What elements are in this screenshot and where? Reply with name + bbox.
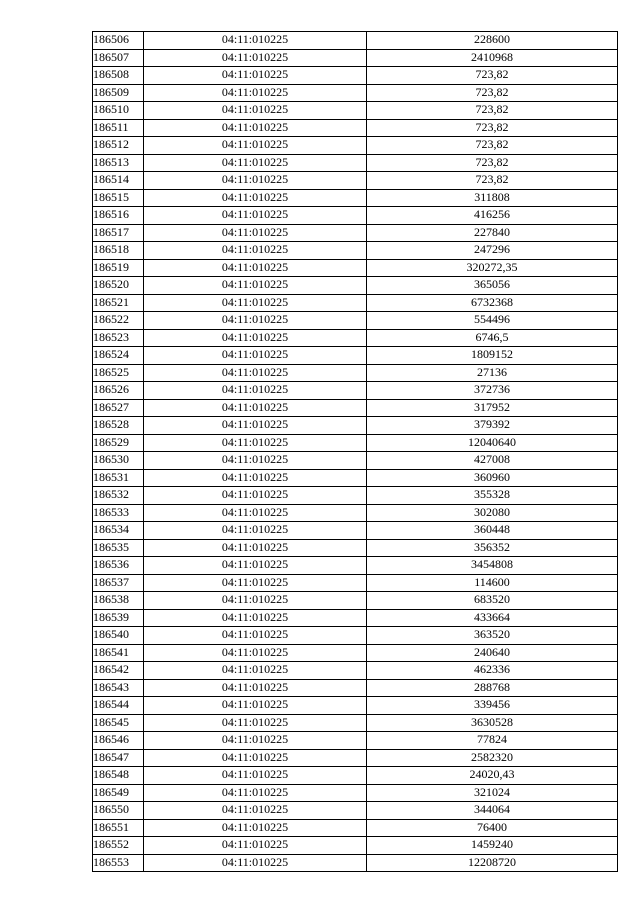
- table-row: [93, 767, 618, 785]
- row-id-cell: 186547: [93, 749, 144, 767]
- row-id-cell: 186530: [93, 452, 144, 470]
- cadastral-number-cell: 04:11:010225: [144, 487, 367, 505]
- row-id-cell: 186518: [93, 242, 144, 260]
- cadastral-number-cell: 04:11:010225: [144, 592, 367, 610]
- table-row: [93, 347, 618, 365]
- row-id-cell: 186517: [93, 224, 144, 242]
- cadastral-number-cell: 04:11:010225: [144, 732, 367, 750]
- value-cell: 723,82: [367, 67, 618, 85]
- cadastral-number-cell: 04:11:010225: [144, 504, 367, 522]
- table-row: [93, 557, 618, 575]
- cadastral-number-cell: 04:11:010225: [144, 609, 367, 627]
- cadastral-number-cell: 04:11:010225: [144, 574, 367, 592]
- row-id-cell: 186525: [93, 364, 144, 382]
- value-cell: 433664: [367, 609, 618, 627]
- table-row: [93, 732, 618, 750]
- value-cell: 114600: [367, 574, 618, 592]
- value-cell: 24020,43: [367, 767, 618, 785]
- table-row: [93, 539, 618, 557]
- value-cell: 372736: [367, 382, 618, 400]
- table-row: [93, 67, 618, 85]
- value-cell: 3630528: [367, 714, 618, 732]
- row-id-cell: 186512: [93, 137, 144, 155]
- table-row: [93, 294, 618, 312]
- row-id-cell: 186516: [93, 207, 144, 225]
- value-cell: 723,82: [367, 119, 618, 137]
- row-id-cell: 186523: [93, 329, 144, 347]
- cadastral-number-cell: 04:11:010225: [144, 32, 367, 50]
- value-cell: 363520: [367, 627, 618, 645]
- cadastral-number-cell: 04:11:010225: [144, 469, 367, 487]
- value-cell: 379392: [367, 417, 618, 435]
- table-row: [93, 504, 618, 522]
- row-id-cell: 186542: [93, 662, 144, 680]
- table-row: [93, 522, 618, 540]
- value-cell: 554496: [367, 312, 618, 330]
- cadastral-number-cell: 04:11:010225: [144, 49, 367, 67]
- row-id-cell: 186526: [93, 382, 144, 400]
- row-id-cell: 186522: [93, 312, 144, 330]
- value-cell: 321024: [367, 784, 618, 802]
- cadastral-number-cell: 04:11:010225: [144, 312, 367, 330]
- table-row: [93, 172, 618, 190]
- table-row: [93, 802, 618, 820]
- table-row: [93, 784, 618, 802]
- table-row: [93, 382, 618, 400]
- table-row: [93, 854, 618, 872]
- value-cell: 247296: [367, 242, 618, 260]
- value-cell: 1809152: [367, 347, 618, 365]
- cadastral-number-cell: 04:11:010225: [144, 119, 367, 137]
- table-row: [93, 154, 618, 172]
- cadastral-number-cell: 04:11:010225: [144, 697, 367, 715]
- table-row: [93, 329, 618, 347]
- value-cell: 6732368: [367, 294, 618, 312]
- value-cell: 12208720: [367, 854, 618, 872]
- row-id-cell: 186515: [93, 189, 144, 207]
- cadastral-number-cell: 04:11:010225: [144, 802, 367, 820]
- table-row: [93, 627, 618, 645]
- cadastral-number-cell: 04:11:010225: [144, 452, 367, 470]
- value-cell: 2582320: [367, 749, 618, 767]
- value-cell: 683520: [367, 592, 618, 610]
- row-id-cell: 186548: [93, 767, 144, 785]
- value-cell: 356352: [367, 539, 618, 557]
- cadastral-number-cell: 04:11:010225: [144, 767, 367, 785]
- table-row: [93, 714, 618, 732]
- row-id-cell: 186538: [93, 592, 144, 610]
- table-row: [93, 662, 618, 680]
- table-row: [93, 137, 618, 155]
- row-id-cell: 186513: [93, 154, 144, 172]
- value-cell: 360960: [367, 469, 618, 487]
- value-cell: 355328: [367, 487, 618, 505]
- value-cell: 311808: [367, 189, 618, 207]
- row-id-cell: 186529: [93, 434, 144, 452]
- value-cell: 288768: [367, 679, 618, 697]
- value-cell: 723,82: [367, 84, 618, 102]
- cadastral-number-cell: 04:11:010225: [144, 207, 367, 225]
- value-cell: 723,82: [367, 172, 618, 190]
- cadastral-number-cell: 04:11:010225: [144, 329, 367, 347]
- cadastral-number-cell: 04:11:010225: [144, 84, 367, 102]
- cadastral-number-cell: 04:11:010225: [144, 382, 367, 400]
- value-cell: 320272,35: [367, 259, 618, 277]
- table-row: [93, 32, 618, 50]
- table-row: [93, 417, 618, 435]
- cadastral-number-cell: 04:11:010225: [144, 539, 367, 557]
- table-row: [93, 679, 618, 697]
- value-cell: 76400: [367, 819, 618, 837]
- table-row: [93, 399, 618, 417]
- cadastral-number-cell: 04:11:010225: [144, 67, 367, 85]
- cadastral-number-cell: 04:11:010225: [144, 417, 367, 435]
- row-id-cell: 186527: [93, 399, 144, 417]
- row-id-cell: 186533: [93, 504, 144, 522]
- row-id-cell: 186551: [93, 819, 144, 837]
- cadastral-number-cell: 04:11:010225: [144, 557, 367, 575]
- cadastral-number-cell: 04:11:010225: [144, 224, 367, 242]
- row-id-cell: 186509: [93, 84, 144, 102]
- table-row: [93, 242, 618, 260]
- value-cell: 227840: [367, 224, 618, 242]
- cadastral-number-cell: 04:11:010225: [144, 242, 367, 260]
- cadastral-number-cell: 04:11:010225: [144, 522, 367, 540]
- row-id-cell: 186528: [93, 417, 144, 435]
- value-cell: 317952: [367, 399, 618, 417]
- row-id-cell: 186535: [93, 539, 144, 557]
- value-cell: 2410968: [367, 49, 618, 67]
- table-row: [93, 452, 618, 470]
- row-id-cell: 186552: [93, 837, 144, 855]
- table-row: [93, 837, 618, 855]
- table-row: [93, 224, 618, 242]
- value-cell: 339456: [367, 697, 618, 715]
- cadastral-number-cell: 04:11:010225: [144, 189, 367, 207]
- cadastral-number-cell: 04:11:010225: [144, 347, 367, 365]
- row-id-cell: 186539: [93, 609, 144, 627]
- cadastral-number-cell: 04:11:010225: [144, 294, 367, 312]
- value-cell: 360448: [367, 522, 618, 540]
- value-cell: 77824: [367, 732, 618, 750]
- table-row: [93, 102, 618, 120]
- cadastral-number-cell: 04:11:010225: [144, 364, 367, 382]
- cadastral-number-cell: 04:11:010225: [144, 154, 367, 172]
- cadastral-number-cell: 04:11:010225: [144, 714, 367, 732]
- table-row: [93, 469, 618, 487]
- table-row: [93, 364, 618, 382]
- row-id-cell: 186534: [93, 522, 144, 540]
- value-cell: 240640: [367, 644, 618, 662]
- table-row: [93, 434, 618, 452]
- table-row: [93, 697, 618, 715]
- table-row: [93, 277, 618, 295]
- row-id-cell: 186545: [93, 714, 144, 732]
- value-cell: 723,82: [367, 102, 618, 120]
- cadastral-number-cell: 04:11:010225: [144, 102, 367, 120]
- cadastral-number-cell: 04:11:010225: [144, 627, 367, 645]
- row-id-cell: 186524: [93, 347, 144, 365]
- table-row: [93, 207, 618, 225]
- row-id-cell: 186514: [93, 172, 144, 190]
- data-table: [92, 31, 618, 872]
- row-id-cell: 186546: [93, 732, 144, 750]
- value-cell: 344064: [367, 802, 618, 820]
- value-cell: 365056: [367, 277, 618, 295]
- row-id-cell: 186544: [93, 697, 144, 715]
- value-cell: 27136: [367, 364, 618, 382]
- cadastral-number-cell: 04:11:010225: [144, 749, 367, 767]
- cadastral-number-cell: 04:11:010225: [144, 399, 367, 417]
- cadastral-number-cell: 04:11:010225: [144, 172, 367, 190]
- cadastral-number-cell: 04:11:010225: [144, 784, 367, 802]
- row-id-cell: 186532: [93, 487, 144, 505]
- row-id-cell: 186520: [93, 277, 144, 295]
- row-id-cell: 186536: [93, 557, 144, 575]
- value-cell: 723,82: [367, 154, 618, 172]
- cadastral-number-cell: 04:11:010225: [144, 434, 367, 452]
- row-id-cell: 186519: [93, 259, 144, 277]
- row-id-cell: 186549: [93, 784, 144, 802]
- cadastral-number-cell: 04:11:010225: [144, 819, 367, 837]
- row-id-cell: 186508: [93, 67, 144, 85]
- row-id-cell: 186531: [93, 469, 144, 487]
- table-row: [93, 644, 618, 662]
- cadastral-number-cell: 04:11:010225: [144, 277, 367, 295]
- value-cell: 12040640: [367, 434, 618, 452]
- table-row: [93, 592, 618, 610]
- table-row: [93, 189, 618, 207]
- cadastral-number-cell: 04:11:010225: [144, 854, 367, 872]
- row-id-cell: 186507: [93, 49, 144, 67]
- value-cell: 6746,5: [367, 329, 618, 347]
- value-cell: 1459240: [367, 837, 618, 855]
- row-id-cell: 186541: [93, 644, 144, 662]
- row-id-cell: 186537: [93, 574, 144, 592]
- cadastral-number-cell: 04:11:010225: [144, 259, 367, 277]
- row-id-cell: 186540: [93, 627, 144, 645]
- cadastral-number-cell: 04:11:010225: [144, 644, 367, 662]
- table-row: [93, 49, 618, 67]
- value-cell: 723,82: [367, 137, 618, 155]
- cadastral-number-cell: 04:11:010225: [144, 837, 367, 855]
- cadastral-number-cell: 04:11:010225: [144, 679, 367, 697]
- row-id-cell: 186553: [93, 854, 144, 872]
- table-row: [93, 84, 618, 102]
- table-row: [93, 819, 618, 837]
- table-body: [93, 32, 618, 872]
- cadastral-number-cell: 04:11:010225: [144, 662, 367, 680]
- row-id-cell: 186521: [93, 294, 144, 312]
- row-id-cell: 186543: [93, 679, 144, 697]
- row-id-cell: 186550: [93, 802, 144, 820]
- value-cell: 3454808: [367, 557, 618, 575]
- table-row: [93, 119, 618, 137]
- value-cell: 416256: [367, 207, 618, 225]
- cadastral-number-cell: 04:11:010225: [144, 137, 367, 155]
- value-cell: 302080: [367, 504, 618, 522]
- table-row: [93, 312, 618, 330]
- value-cell: 427008: [367, 452, 618, 470]
- table-row: [93, 574, 618, 592]
- row-id-cell: 186511: [93, 119, 144, 137]
- value-cell: 228600: [367, 32, 618, 50]
- row-id-cell: 186510: [93, 102, 144, 120]
- table-row: [93, 487, 618, 505]
- row-id-cell: 186506: [93, 32, 144, 50]
- table-row: [93, 609, 618, 627]
- table-row: [93, 749, 618, 767]
- value-cell: 462336: [367, 662, 618, 680]
- table-row: [93, 259, 618, 277]
